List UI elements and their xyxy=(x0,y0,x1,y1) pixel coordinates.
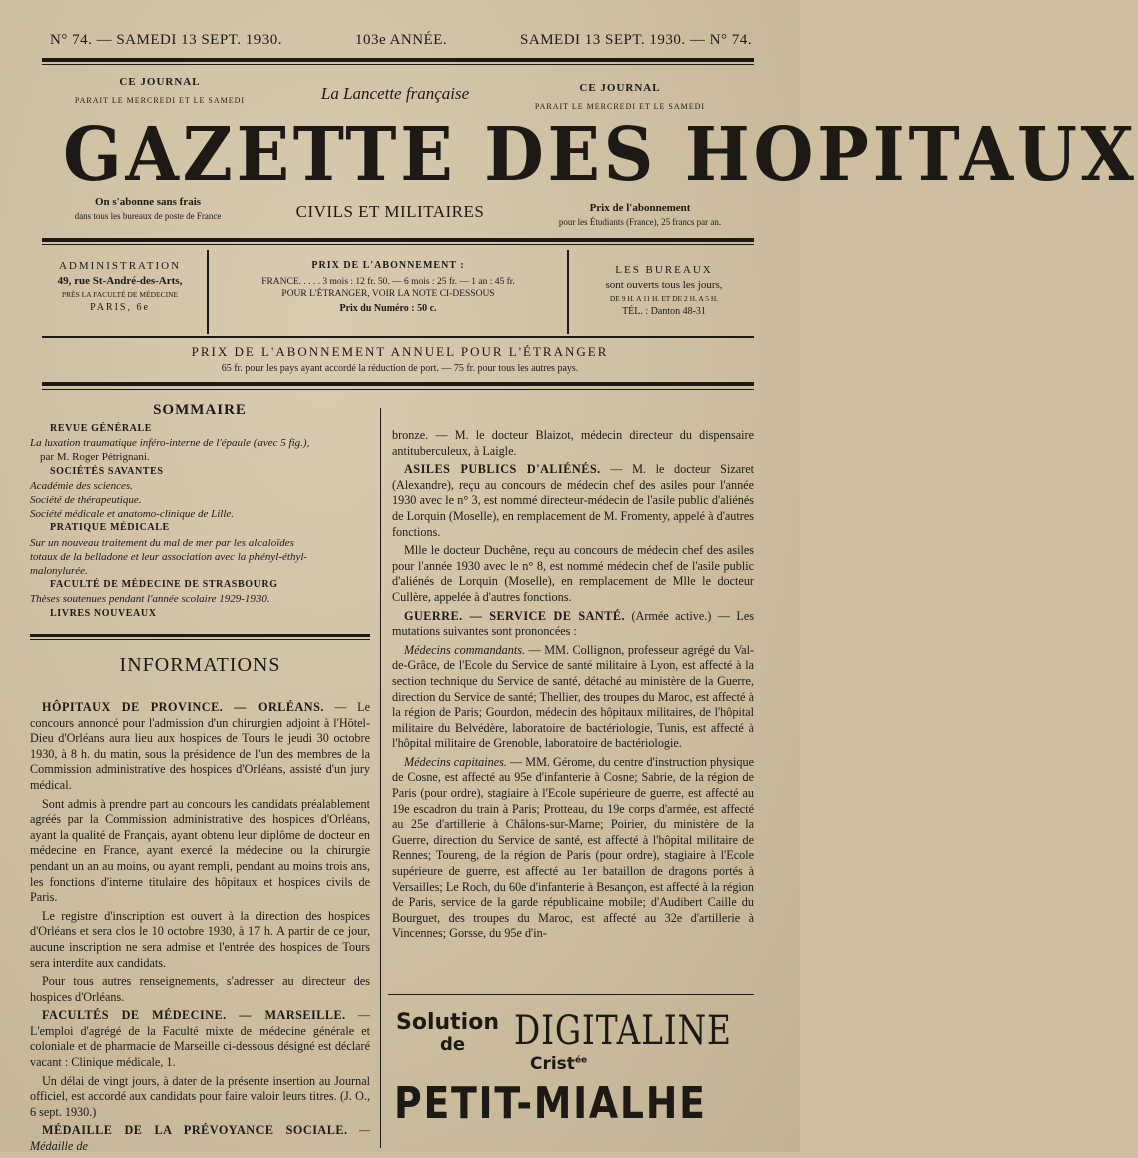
sommaire-line: Thèses soutenues pendant l'année scolaire 1929-1930. xyxy=(30,593,270,606)
sommaire-heading: SOMMAIRE xyxy=(153,402,247,418)
price-france: FRANCE. . . . . 3 mois : 12 fr. 50. — 6 mois : 25 fr. — 1 an : 45 fr. xyxy=(261,277,515,287)
subtitle-civils: CIVILS ET MILITAIRES xyxy=(295,202,485,221)
admin-near: PRÈS LA FACULTÉ DE MÉDECINE xyxy=(61,290,179,299)
right-note-sub: PARAIT LE MERCREDI ET LE SAMEDI xyxy=(534,102,706,111)
sommaire-line: malonylurée. xyxy=(30,565,88,578)
admin-address: 49, rue St-André-des-Arts, xyxy=(57,275,183,287)
price-foreign: POUR L'ÉTRANGER, VOIR LA NOTE CI-DESSOUS xyxy=(281,289,495,299)
right-subscribe xyxy=(520,202,760,227)
left-column-text xyxy=(30,700,370,1158)
price-box xyxy=(214,250,562,332)
advert-rule xyxy=(388,994,754,995)
right-p2: Mlle le docteur Duchêne, reçu au concours de médecin chef des asiles pour l'année 1930 avec le n° 8, est nommé médecin chef de l'asile public d'aliénés de Lorquin (Moselle), en remplacement de Mlle le docteur Cullère, appelée à d'autres fonctions. xyxy=(392,543,754,604)
sommaire-line: REVUE GÉNÉRALE xyxy=(50,423,153,434)
info-lead-marseille: FACULTÉS DE MÉDECINE. — MARSEILLE. xyxy=(42,1008,346,1023)
box-divider-2 xyxy=(567,250,569,334)
right-p3: (Armée active.) — Les mutations suivantes sont prononcées : xyxy=(392,608,755,639)
sommaire-line: FACULTÉ DE MÉDECINE DE STRASBOURG xyxy=(50,579,278,591)
info-p4: Pour tous autres renseignements, s'adresser au directeur des hospices d'Orléans. xyxy=(30,974,370,1004)
bureaux-hours: DE 9 H. A 11 H. ET DE 2 H. A 5 H. xyxy=(609,294,719,303)
advert-crist-text: Crist xyxy=(530,1054,575,1074)
info-p3: Le registre d'inscription est ouvert à la direction des hospices d'Orléans et sera clos le 10 octobre 1930, à 17 h. A partir de ce jour, aucune inscription ne sera admise et l'entrée des hospices de Tours sera interdite aux candidats. xyxy=(30,908,370,970)
foreign-price-detail: 65 fr. pour les pays ayant accordé la réduction de port. — 75 fr. pour tous les autres pays. xyxy=(221,363,579,374)
informations-heading: INFORMATIONS xyxy=(119,654,281,676)
right-lead-commandants: Médecins commandants. xyxy=(404,642,525,657)
left-subscribe xyxy=(48,196,248,221)
right-subscribe-1: Prix de l'abonnement xyxy=(589,202,691,214)
sommaire-line: Société de thérapeutique. xyxy=(30,494,142,507)
price-title: PRIX DE L'ABONNEMENT : xyxy=(311,260,465,271)
right-lead-asiles: ASILES PUBLICS D'ALIÉNÉS. xyxy=(404,462,601,477)
issue-line xyxy=(50,32,752,54)
right-column-text xyxy=(392,428,754,945)
issue-left: N° 74. — SAMEDI 13 SEPT. 1930. xyxy=(50,32,282,48)
admin-box xyxy=(40,250,200,332)
advert-brand: PETIT-MIALHE xyxy=(394,1078,707,1129)
sommaire-line: PRATIQUE MÉDICALE xyxy=(50,522,170,534)
info-p1: — Le concours annoncé pour l'admission d'un chirurgien adjoint à l'Hôtel-Dieu d'Orléans aura lieu aux hospices de Tours le jeudi 30 octobre 1930, à 8 h. du matin, sous la présidence de l'un des membres de la Commission administrative des hospices d'Orléans, assisté d'un jury médical. xyxy=(30,700,370,792)
issue-right: SAMEDI 13 SEPT. 1930. — N° 74. xyxy=(520,32,752,48)
column-divider xyxy=(380,408,381,1148)
sommaire-rule xyxy=(30,634,370,637)
left-note-title: CE JOURNAL xyxy=(119,76,201,88)
admin-title: ADMINISTRATION xyxy=(58,260,182,272)
bureaux-title: LES BUREAUX xyxy=(615,264,713,276)
sommaire-list xyxy=(30,422,370,621)
info-p7: — Médaille de xyxy=(30,1123,371,1154)
right-p4: — MM. Collignon, professeur agrégé du Val-de-Grâce, de l'Ecole du Service de santé militaire à Lyon, est affecté à la section technique du Service de santé, détaché au ministère de la Guerre, direction du Service de santé; Thellier, des troupes du Maroc, est affecté à la région de Paris; Gourdon, médecin des hôpitaux militaires, de l'hôpital militaire du Belvédère, laboratoire de bactériologie, Tunis, est affecté à l'hôpital militaire de Grenoble, laboratoire de bactériologie. xyxy=(392,642,755,751)
advert-crist-sup: ée xyxy=(574,1055,588,1066)
digitaline-advert xyxy=(388,1000,753,1130)
top-rule-thin xyxy=(42,64,754,65)
masthead-rule xyxy=(42,238,754,242)
price-number: Prix du Numéro : 50 c. xyxy=(339,303,437,314)
bureaux-tel: TÉL. : Danton 48-31 xyxy=(622,306,706,317)
bureaux-box xyxy=(574,250,754,332)
sommaire-line: La luxation traumatique inféro-interne de l'épaule (avec 5 fig.), xyxy=(30,437,310,450)
issue-year: 103e ANNÉE. xyxy=(355,32,448,48)
newspaper-title: GAZETTE DES HOPITAUX xyxy=(63,112,1138,198)
left-subscribe-2: dans tous les bureaux de poste de France xyxy=(74,211,222,221)
sommaire-rule-thin xyxy=(30,639,370,640)
top-rule xyxy=(42,58,754,62)
right-p5: — MM. Gérome, du centre d'instruction physique de Cosne, est affecté au 95e d'infanterie à Cosne; Sabrie, de la région de Paris (pour ordre), stagiaire à l'Ecole supérieure de guerre, est affecté au 19e escadron du train à Paris; Protteau, du 19e corps d'armée, est affecté au 25e d'artillerie à Châlons-sur-Marne; Poirier, du ministère de la Guerre, direction du Service de santé, est affecté à l'hôpital militaire de Rennes; Toureng, de la région de Paris (pour ordre), stagiaire à l'Ecole supérieure de guerre, est affecté au 1er bataillon de dragons portés à Versailles; Le Roch, du 60e d'infanterie à Besançon, est affecté à la région de Paris, service de la garde républicaine mobile; d'Audibert Caille du Bourguet, des troupes du Maroc, est affecté au 32e d'artillerie à Vincennes; Gorsse, du 95e d'in- xyxy=(392,754,755,941)
right-lead-guerre: GUERRE. — SERVICE DE SANTÉ. xyxy=(404,608,626,623)
left-note xyxy=(60,76,260,105)
admin-city: PARIS, 6e xyxy=(90,302,150,313)
right-note xyxy=(520,82,720,111)
left-note-sub: PARAIT LE MERCREDI ET LE SAMEDI xyxy=(74,96,246,105)
foreign-rule-thin xyxy=(42,389,754,390)
advert-digitaline: DIGITALINE xyxy=(514,1008,732,1054)
right-subscribe-2: pour les Étudiants (France), 25 francs par an. xyxy=(558,217,722,227)
advert-crist xyxy=(530,1054,587,1074)
bureaux-open: sont ouverts tous les jours, xyxy=(605,279,723,291)
box-divider-1 xyxy=(207,250,209,334)
sommaire-line: Société médicale et anatomo-clinique de Lille. xyxy=(30,508,235,521)
right-note-title: CE JOURNAL xyxy=(579,82,661,94)
info-p2: Sont admis à prendre part au concours les candidats préalablement agréés par la Commission administrative des hospices d'Orléans, ayant la qualité de Français, ayant obtenu leur diplôme de docteur en médecine en France, ayant exercé la médecine ou la chirurgie pendant un an au moins, ou ayant rempli, pendant au moins trois ans, les fonctions d'interne titulaire des hôpitaux et hospices civils de Paris. xyxy=(30,796,370,905)
subtitle-lancette: La Lancette française xyxy=(320,84,470,103)
info-p6: Un délai de vingt jours, à dater de la présente insertion au Journal officiel, est accordé aux candidats pour faire valoir leurs titres. (J. O., 6 sept. 1930.) xyxy=(30,1073,370,1119)
right-p1: — M. le docteur Sizaret (Alexandre), reçu au concours de médecin chef des asiles pour l'année 1930 avec le n° 3, est nommé directeur-médecin de l'asile public d'aliénés de Lorquin (Moselle), en remplacement de M. Fromenty, appelé à d'autres fonctions. xyxy=(392,462,755,539)
foreign-rule xyxy=(42,382,754,386)
right-lead-capitaines: Médecins capitaines. xyxy=(404,754,507,769)
sommaire-line: totaux de la belladone et leur association avec la phényl-éthyl- xyxy=(30,550,308,563)
masthead-rule-thin xyxy=(42,244,754,245)
sommaire-line: Sur un nouveau traitement du mal de mer par les alcaloïdes xyxy=(30,536,294,549)
info-lead-medaille: MÉDAILLE DE LA PRÉVOYANCE SOCIALE. xyxy=(42,1123,348,1138)
left-subscribe-1: On s'abonne sans frais xyxy=(94,196,202,208)
boxes-rule xyxy=(42,336,754,338)
info-lead-orleans: HÔPITAUX DE PROVINCE. — ORLÉANS. xyxy=(42,700,324,714)
sommaire-line: SOCIÉTÉS SAVANTES xyxy=(50,465,164,477)
sommaire-line: Académie des sciences. xyxy=(30,479,133,492)
advert-solution: Solution xyxy=(396,1010,499,1035)
sommaire-line: LIVRES NOUVEAUX xyxy=(50,607,157,619)
advert-de: de xyxy=(440,1034,466,1055)
sommaire-line: par M. Roger Pétrignani. xyxy=(40,451,150,464)
foreign-price-title: PRIX DE L'ABONNEMENT ANNUEL POUR L'ÉTRANGER xyxy=(191,344,609,359)
right-p0: bronze. — M. le docteur Blaizot, médecin directeur du dispensaire antituberculeux, à Laigle. xyxy=(392,428,754,458)
info-p5: — L'emploi d'agrégé de la Faculté mixte de médecine générale et coloniale et de pharmacie de Marseille ci-dessous désigné est déclaré vacant : Clinique médicale, 1. xyxy=(30,1008,370,1070)
